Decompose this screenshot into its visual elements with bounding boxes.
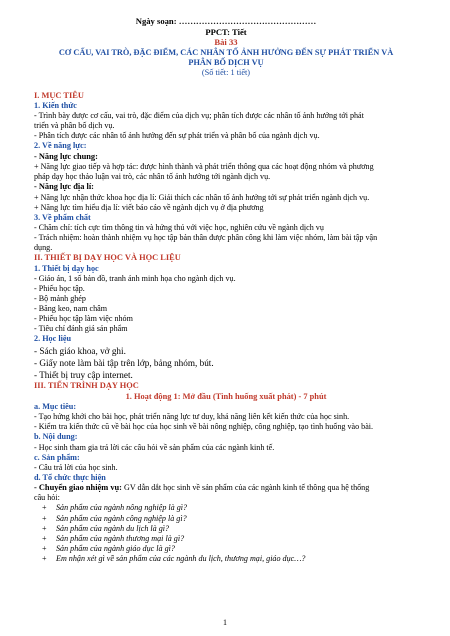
lesson-title-line2: PHÂN BỐ DỊCH VỤ [188,57,264,67]
learning-materials-heading: 2. Học liệu [34,334,72,344]
knowledge-line: - Trình bày được cơ cấu, vai trò, đặc điểm của dịch vụ; phân tích được các nhân tố ảnh hưởng tới phát [34,111,364,121]
teaching-equipment-heading: 1. Thiết bị dạy học [34,263,99,273]
equipment-item: - Bộ mảnh ghép [34,294,86,304]
date-line: Ngày soạn: ………………………………………… [135,16,317,26]
question-list [34,503,418,564]
equipment-item: - Giáo án, 1 số bản đồ, tranh ảnh minh họa cho ngành dịch vụ. [34,273,236,283]
section-equipment-heading: II. THIẾT BỊ DẠY HỌC VÀ HỌC LIỆU [34,253,181,263]
question-item: + Em nhận xét gì về sản phẩm của các ngành du lịch, thương mại, giáo dục…? [42,554,306,564]
quality-line: - Chăm chỉ: tích cực tìm thông tin và hứng thú với việc học, nghiên cứu về ngành dịch vụ [34,222,324,232]
quality-line: - Trách nhiệm: hoàn thành nhiệm vụ học tập bản thân được phân công khi làm việc nhóm, làm bài tập vận [34,233,378,243]
product-line: - Câu trả lời của học sinh. [34,462,118,472]
competence-line: pháp dạy học thảo luận vai trò, các nhân tố ảnh hưởng tới ngành dịch vụ. [34,172,271,182]
task-assignment-label: - Chuyển giao nhiệm vụ: [34,483,122,493]
task-assignment-line [34,483,418,493]
objective-line: - Tạo hứng khởi cho bài học, phát triển năng lực tư duy, khả năng liên kết kiến thức của học sinh. [34,412,350,422]
ppct-line: PPCT: Tiết [205,26,247,37]
material-item: - Sách giáo khoa, vở ghi. [34,345,126,356]
question-item: + Sản phẩm của ngành nông nghiệp là gì? [42,503,188,513]
equipment-item: - Băng keo, nam châm [34,304,108,314]
question-item: + Sản phẩm của ngành giáo dục là gì? [42,544,175,554]
quality-line: dụng. [34,243,53,253]
product-heading: c. Sản phẩm: [34,452,80,462]
material-item: - Thiết bị truy cập internet. [34,370,133,381]
competence-line: + Năng lực giao tiếp và hợp tác: được hình thành và phát triển thông qua các hoạt động nhóm và phương [34,162,374,171]
competence-line: + Năng lực tìm hiểu địa lí: viết báo cáo về ngành dịch vụ ở địa phương [34,202,264,212]
lesson-title-line1: CƠ CẤU, VAI TRÒ, ĐẶC ĐIỂM, CÁC NHÂN TỐ ẢNH HƯỞNG ĐẾN SỰ PHÁT TRIỂN VÀ [58,47,394,57]
equipment-item: - Phiếu học tập làm việc nhóm [34,314,133,324]
content-heading: b. Nội dung: [34,432,78,442]
knowledge-line: - Phân tích được các nhân tố ảnh hưởng đến sự phát triển và phân bố của ngành dịch vụ. [34,131,320,141]
qualities-heading: 3. Về phẩm chất [34,212,91,222]
section-process-heading: III. TIẾN TRÌNH DẠY HỌC [34,381,139,391]
lesson-number: Bài 33 [214,37,238,47]
equipment-item: - Tiêu chí đánh giá sản phẩm [34,324,128,334]
activity-1-heading: 1. Hoạt động 1: Mở đầu (Tình huống xuất phát) - 7 phút [125,391,327,401]
material-item: - Giấy note làm bài tập trên lớp, bảng nhóm, bút. [34,357,214,368]
task-assignment-text: GV dẫn dắt học sinh về sản phẩm của các ngành kinh tế thông qua hệ thống [121,483,370,493]
section-objectives-heading: I. MỤC TIÊU [34,90,84,100]
knowledge-heading: 1. Kiến thức [34,100,77,110]
objective-heading: a. Mục tiêu: [34,402,77,412]
geography-competence-label: - Năng lực địa lí: [34,182,94,192]
knowledge-line: triển và phân bố dịch vụ. [34,121,115,131]
question-item: + Sản phẩm của ngành thương mại là gì? [42,534,185,544]
question-item: + Sản phẩm của ngành công nghiệp là gì? [42,513,187,523]
page-number: 1 [223,618,227,627]
general-competence-label: - Năng lực chung: [34,151,98,161]
content-line: - Học sinh tham gia trả lời các câu hỏi về sản phẩm của các ngành kinh tế. [34,442,275,452]
objective-line: - Kiểm tra kiến thức cũ về bài học của học sinh về bài nông nghiệp, công nghiệp, tạo tình huống vào bài. [34,422,374,432]
competence-heading: 2. Về năng lực: [34,141,87,151]
document-page [34,16,418,565]
equipment-item: - Phiếu học tập. [34,283,85,293]
competence-line: + Năng lực nhận thức khoa học địa lí: Giải thích các nhân tố ảnh hưởng tới sự phát triển ngành dịch vụ. [34,192,370,202]
organization-heading: d. Tổ chức thực hiện [34,473,106,483]
lesson-periods: (Số tiết: 1 tiết) [201,67,251,77]
question-item: + Sản phẩm của ngành du lịch là gì? [42,523,170,533]
task-assignment-line: câu hỏi: [34,493,60,503]
